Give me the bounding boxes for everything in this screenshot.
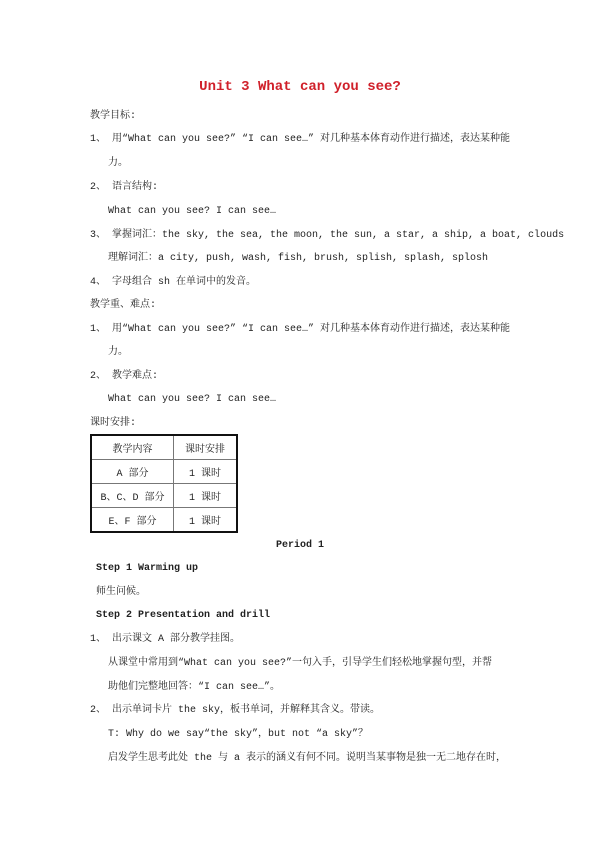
table-cell: A 部分 — [91, 460, 174, 484]
step2-line: T: Why do we say“the sky”，but not “a sky”？ — [108, 729, 369, 740]
table-cell: B、C、D 部分 — [91, 484, 174, 508]
objective-line: 3、 掌握词汇：the sky, the sea, the moon, the sun, a star, a ship, a boat, clouds — [90, 230, 565, 241]
objective-line: 1、 用“What can you see?” “I can see…” 对几种基本体育动作进行描述，表达某种能 — [90, 134, 511, 145]
key-point-line: 1、 用“What can you see?” “I can see…” 对几种基本体育动作进行描述，表达某种能 — [90, 324, 511, 335]
document-title: Unit 3 What can you see? — [199, 79, 401, 95]
schedule-table — [90, 434, 238, 533]
step1-text: 师生问候。 — [96, 587, 146, 598]
step1-heading: Step 1 Warming up — [96, 563, 199, 574]
key-point-line: 力。 — [108, 347, 128, 358]
table-cell: 1 课时 — [174, 460, 238, 484]
table-cell: E、F 部分 — [91, 508, 174, 533]
step2-line: 2、 出示单词卡片 the sky，板书单词，并解释其含义。带读。 — [90, 705, 381, 716]
section-heading-objectives: 教学目标: — [90, 111, 137, 122]
table-row — [91, 508, 237, 533]
key-point-line: What can you see? I can see… — [108, 394, 277, 405]
table-header-cell: 课时安排 — [174, 435, 238, 460]
table-row — [91, 460, 237, 484]
objective-line: 4、 字母组合 sh 在单词中的发音。 — [90, 277, 257, 288]
step2-line: 1、 出示课文 A 部分教学挂图。 — [90, 634, 241, 645]
step2-line: 启发学生思考此处 the 与 a 表示的涵义有何不同。说明当某事物是独一无二地存在时， — [108, 753, 507, 764]
section-heading-schedule: 课时安排: — [90, 418, 137, 429]
table-cell: 1 课时 — [174, 508, 238, 533]
key-point-line: 2、 教学难点: — [90, 371, 159, 382]
objective-line: 力。 — [108, 158, 128, 169]
objective-line: What can you see? I can see… — [108, 206, 277, 217]
period-heading: Period 1 — [275, 540, 324, 551]
objective-line: 2、 语言结构: — [90, 182, 159, 193]
table-header-cell: 教学内容 — [91, 435, 174, 460]
step2-line: 从课堂中常用到“What can you see?”一句入手，引导学生们轻松地掌握句型，并帮 — [108, 658, 493, 669]
objective-line: 理解词汇：a city, push, wash, fish, brush, splish, splash, splosh — [108, 253, 489, 264]
section-heading-key-points: 教学重、难点: — [90, 300, 157, 311]
step2-heading: Step 2 Presentation and drill — [96, 610, 271, 621]
table-row — [91, 484, 237, 508]
table-header-row — [91, 435, 237, 460]
table-cell: 1 课时 — [174, 484, 238, 508]
step2-line: 助他们完整地回答：“I can see…”。 — [108, 682, 281, 693]
